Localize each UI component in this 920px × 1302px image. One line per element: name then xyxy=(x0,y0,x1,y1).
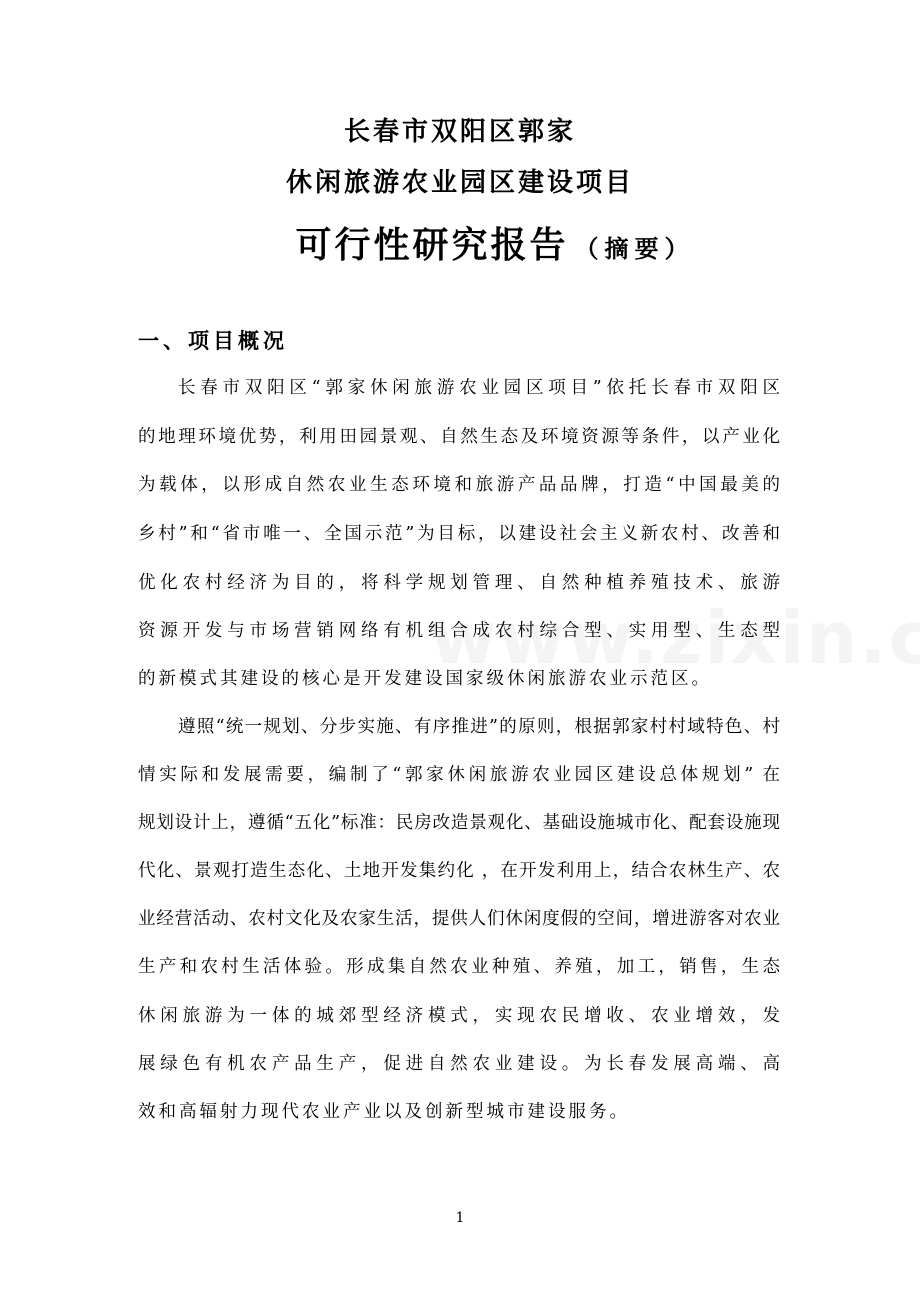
paragraph-line: 代化、景观打造生态化、土地开发集约化 ，在开发利用上，结合农林生产、农 xyxy=(138,861,780,881)
report-title: 可行性研究报告 xyxy=(295,225,569,266)
paragraph-line: 生产和农村生活体验。形成集自然农业种殖、养殖，加工，销售，生态 xyxy=(138,957,780,977)
paragraph-line: 情实际和发展需要，编制了“郭家休闲旅游农业园区建设总体规划” 在 xyxy=(138,765,780,785)
paragraph-line: 乡村”和“省市唯一、全国示范”为目标，以建设社会主义新农村、改善和 xyxy=(138,524,780,544)
paragraph-line: 资源开发与市场营销网络有机组合成农村综合型、实用型、生态型 xyxy=(138,621,780,641)
paragraph-line: 优化农村经济为目的，将科学规划管理、自然种植养殖技术、旅游 xyxy=(138,573,780,593)
paragraph-line: 效和高辐射力现代农业产业以及创新型城市建设服务。 xyxy=(138,1102,630,1122)
title-line-1: 长春市双阳区郭家 xyxy=(343,117,576,147)
page-number: 1 xyxy=(455,1210,465,1226)
paragraph-line: 业经营活动、农村文化及农家生活，提供人们休闲度假的空间，增进游客对农业 xyxy=(138,909,780,929)
paragraph-line: 展绿色有机农产品生产，促进自然农业建设。为长春发展高端、高 xyxy=(138,1054,780,1074)
paragraph-line: 的地理环境优势，利用田园景观、自然生态及环境资源等条件，以产业化 xyxy=(138,427,780,447)
paragraph-line: 遵照“统一规划、分步实施、有序推进”的原则，根据郭家村村域特色、村 xyxy=(178,717,780,737)
paragraph-line: 规划设计上，遵循“五化”标准：民房改造景观化、基础设施城市化、配套设施现 xyxy=(138,813,780,833)
paragraph-line: 休闲旅游为一体的城郊型经济模式，实现农民增收、农业增效，发 xyxy=(138,1006,780,1026)
paragraph-line: 为载体，以形成自然农业生态环境和旅游产品品牌，打造“中国最美的 xyxy=(138,475,780,495)
paragraph-line: 长春市双阳区“郭家休闲旅游农业园区项目”依托长春市双阳区 xyxy=(178,378,780,398)
paragraph-line: 的新模式其建设的核心是开发建设国家级休闲旅游农业示范区。 xyxy=(138,669,712,689)
report-subtitle: （摘要） xyxy=(574,235,695,263)
title-line-2: 休闲旅游农业园区建设项目 xyxy=(285,168,634,198)
title-line-3 xyxy=(0,219,920,276)
section-heading: 一、项目概况 xyxy=(138,329,288,353)
